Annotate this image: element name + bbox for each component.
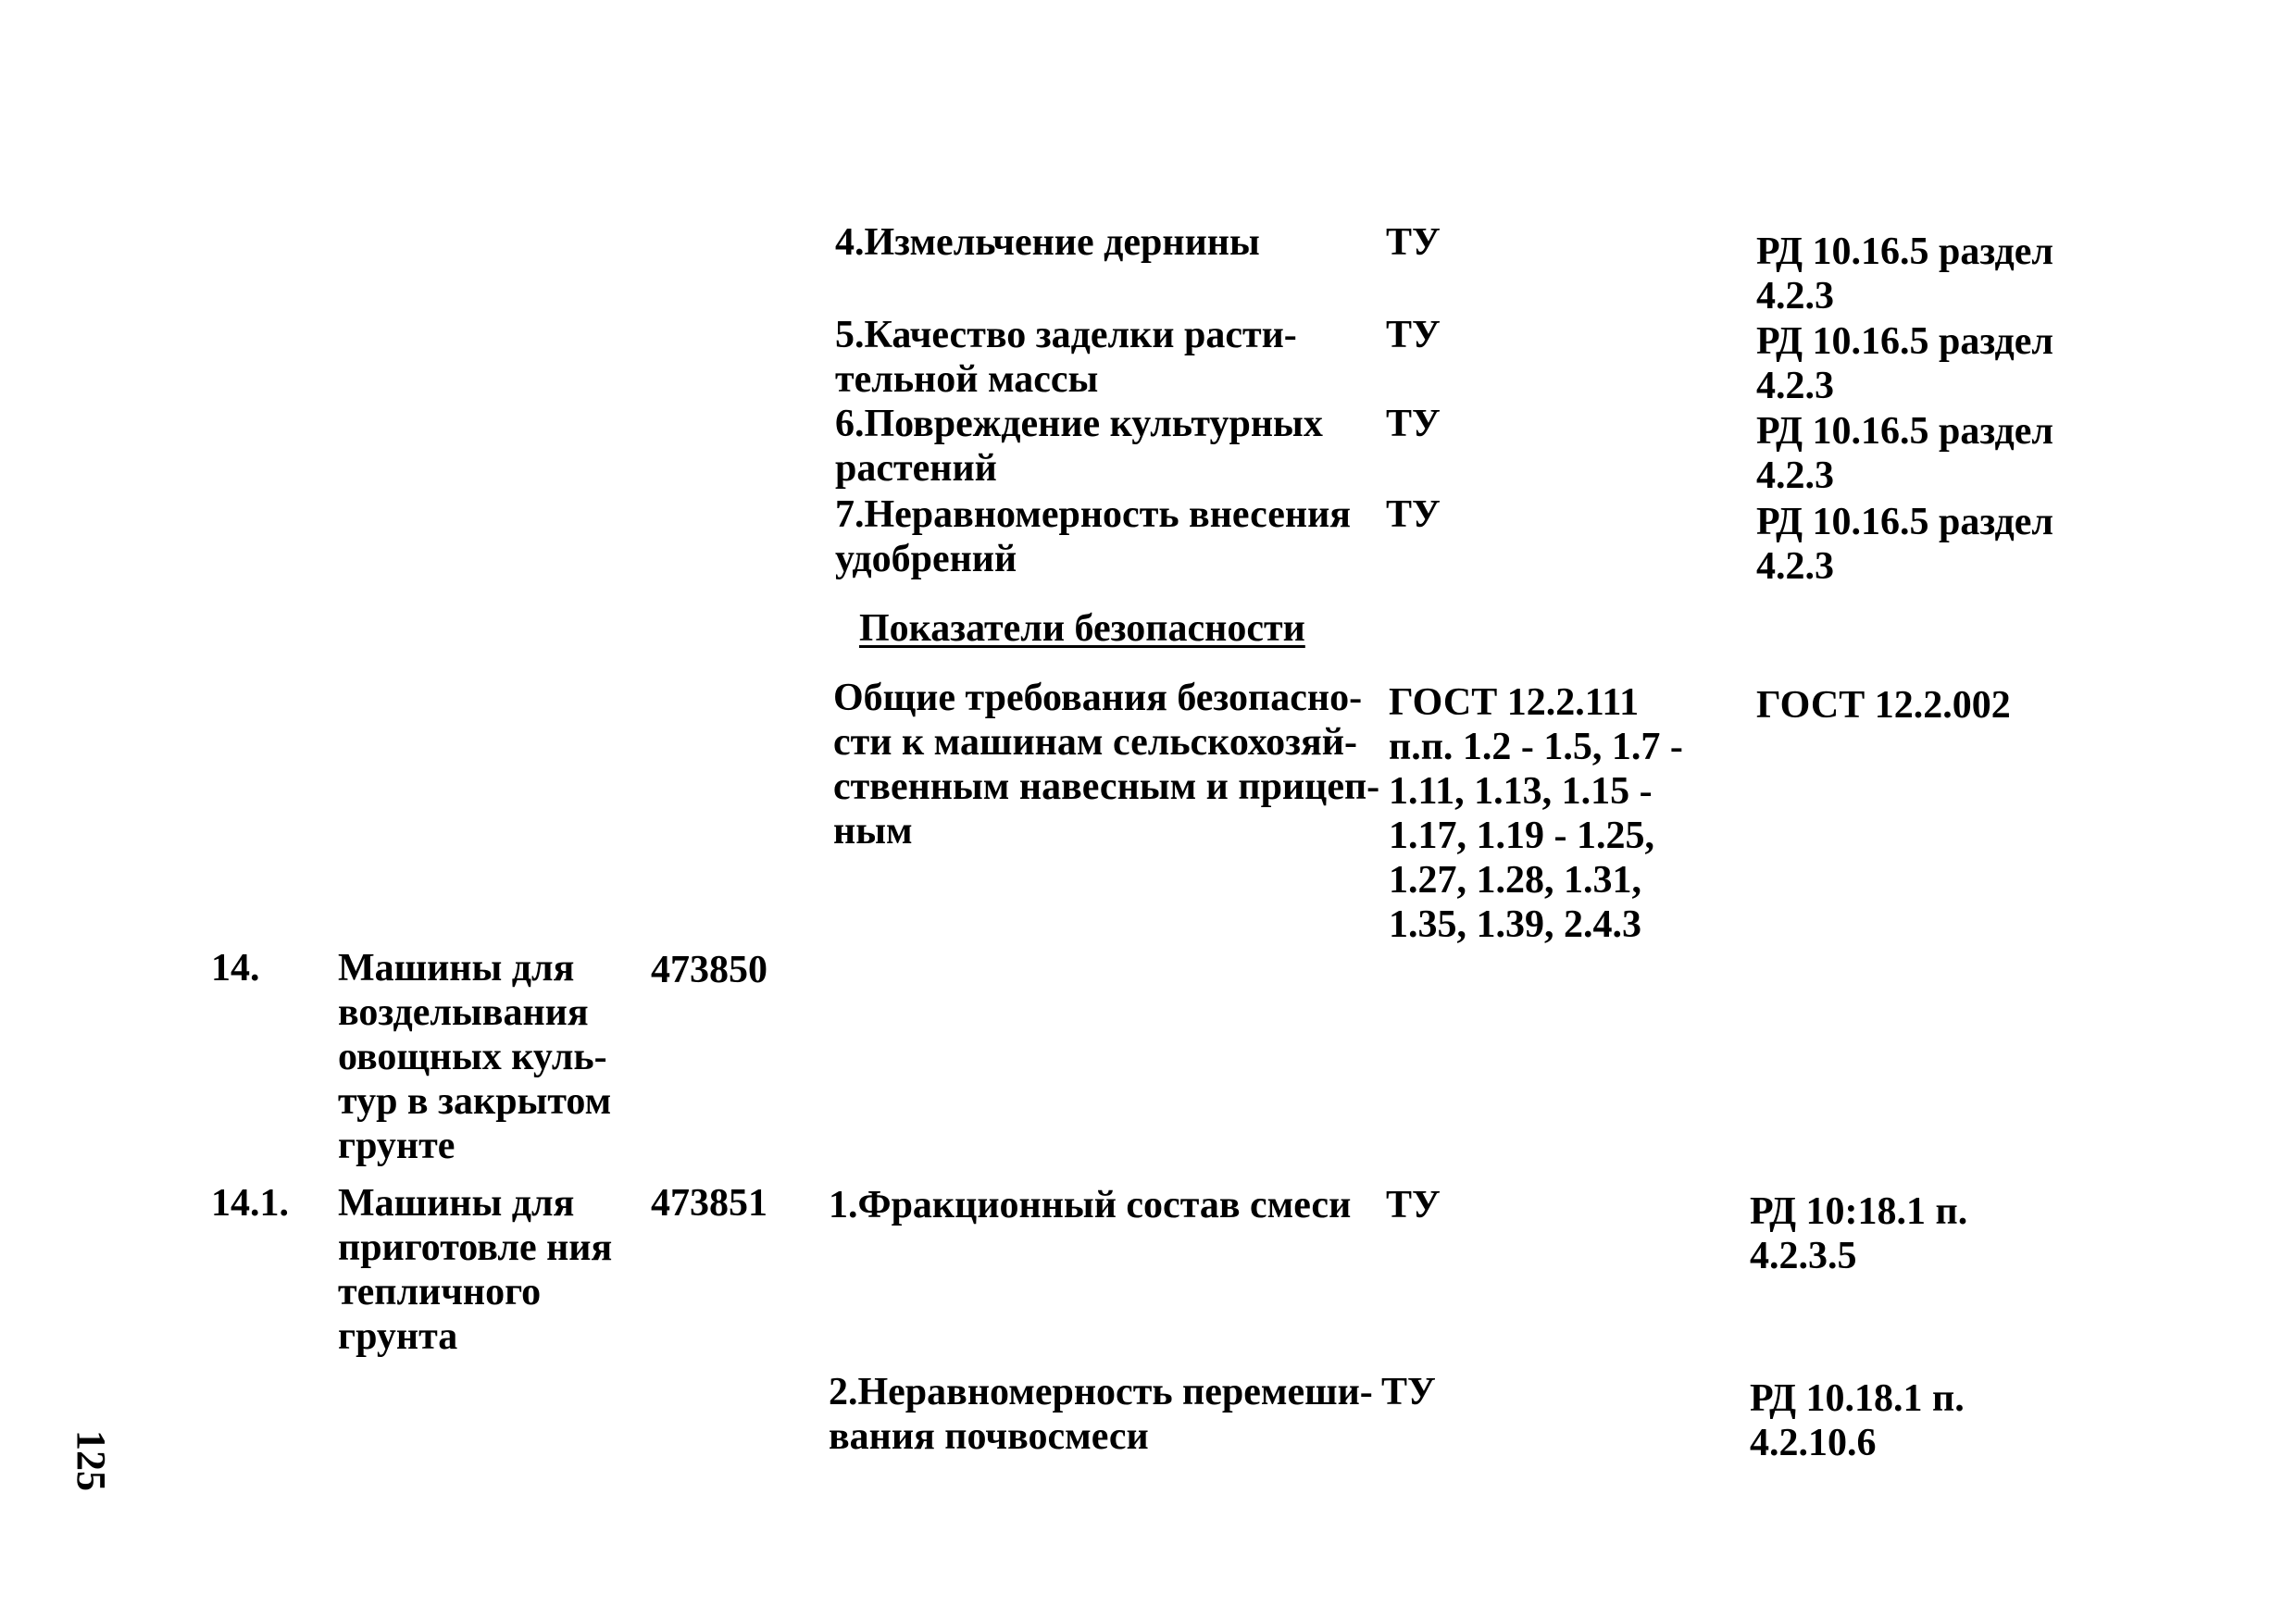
item-name: тур в закрытом (338, 1080, 612, 1123)
method-text: ТУ (1386, 221, 1441, 264)
reference-text: 4.2.10.6 (1750, 1422, 1877, 1464)
indicator-text: вания почвосмеси (829, 1415, 1149, 1458)
reference-text: РД 10.16.5 раздел (1756, 320, 2053, 363)
method-text: 1.35, 1.39, 2.4.3 (1389, 903, 1641, 946)
page-number: 125 (69, 1430, 114, 1491)
indicator-text: удобрений (835, 538, 1017, 580)
indicator-text: 1.Фракционный состав смеси (829, 1184, 1352, 1226)
indicator-text: Общие требования безопасно- (833, 677, 1363, 719)
item-name: Машины для (338, 1182, 575, 1225)
method-text: п.п. 1.2 - 1.5, 1.7 - (1389, 726, 1683, 768)
reference-text: 4.2.3.5 (1750, 1235, 1857, 1277)
indicator-text: 4.Измельчение дернины (835, 221, 1260, 264)
item-name: овощных куль- (338, 1036, 607, 1078)
reference-text: РД 10.16.5 раздел (1756, 230, 2053, 273)
reference-text: РД 10.16.5 раздел (1756, 501, 2053, 543)
item-number: 14.1. (211, 1182, 289, 1225)
method-text: ТУ (1386, 403, 1441, 445)
indicator-text: сти к машинам сельскохозяй- (833, 721, 1357, 764)
reference-text: 4.2.3 (1756, 275, 1834, 317)
item-name: грунта (338, 1315, 458, 1358)
item-code: 473851 (651, 1182, 767, 1225)
reference-text: РД 10.16.5 раздел (1756, 410, 2053, 453)
indicator-text: ственным навесным и прицеп- (833, 765, 1380, 808)
method-text: ТУ (1386, 1184, 1441, 1226)
item-name: Машины для (338, 947, 575, 989)
item-name: грунте (338, 1125, 455, 1167)
method-text: 1.27, 1.28, 1.31, (1389, 859, 1641, 902)
indicator-text: 6.Повреждение культурных (835, 403, 1323, 445)
indicator-text: 5.Качество заделки расти- (835, 314, 1297, 356)
indicator-text: 7.Неравномерность внесения (835, 493, 1351, 536)
reference-text: 4.2.3 (1756, 365, 1834, 407)
method-text: 1.11, 1.13, 1.15 - (1389, 770, 1653, 813)
item-name: тепличного (338, 1271, 542, 1313)
item-code: 473850 (651, 949, 767, 991)
section-heading: Показатели безопасности (859, 607, 1305, 650)
method-text: ТУ (1381, 1371, 1436, 1413)
reference-text: РД 10.18.1 п. (1750, 1377, 1965, 1420)
item-name: приготовле ния (338, 1226, 613, 1269)
indicator-text: растений (835, 447, 997, 490)
indicator-text: тельной массы (835, 358, 1099, 401)
method-text: ГОСТ 12.2.111 (1389, 681, 1640, 724)
reference-text: 4.2.3 (1756, 545, 1834, 588)
method-text: ТУ (1386, 493, 1441, 536)
item-name: возделывания (338, 991, 589, 1034)
item-number: 14. (211, 947, 260, 989)
indicator-text: 2.Неравномерность перемеши- (829, 1371, 1373, 1413)
reference-text: РД 10:18.1 п. (1750, 1190, 1968, 1233)
reference-text: 4.2.3 (1756, 454, 1834, 497)
indicator-text: ным (833, 810, 913, 853)
method-text: 1.17, 1.19 - 1.25, (1389, 815, 1654, 857)
reference-text: ГОСТ 12.2.002 (1756, 684, 2011, 727)
method-text: ТУ (1386, 314, 1441, 356)
